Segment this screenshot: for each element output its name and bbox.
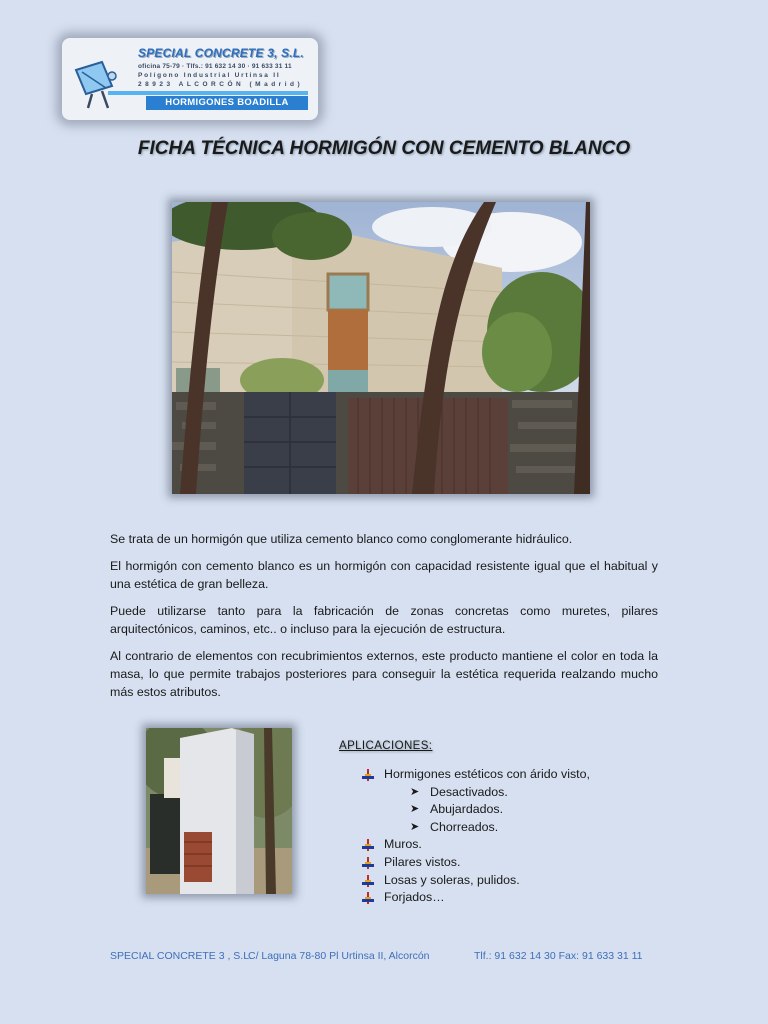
- list-item: [360, 836, 590, 854]
- arrow-bullet-icon: ➤: [410, 785, 420, 798]
- footer-phone: Tlf.: 91 632 14 30 Fax: 91 633 31 11: [474, 950, 643, 962]
- sub-list-item: [410, 801, 590, 819]
- sub-list-item-label: Abujardados.: [430, 802, 504, 817]
- logo-city-line: 28923 ALCORCÓN (Madrid): [138, 81, 304, 88]
- list-item-label: Forjados…: [384, 890, 445, 905]
- white-concrete-wall-photo: [146, 728, 292, 894]
- sub-list-item: [410, 784, 590, 802]
- logo-banner: HORMIGONES BOADILLA: [146, 96, 308, 110]
- paragraph-intro: Se trata de un hormigón que utiliza cemento blanco como conglomerante hidráulico.: [110, 532, 573, 546]
- list-item-label: Hormigones estéticos con árido visto,: [384, 767, 590, 781]
- paragraph-color: Al contrario de elementos con recubrimientos externos, este producto mantiene el color en toda la masa, lo que permite trabajos posteriores para conseguir la estética requerida realzando mucho más estos atributos.: [110, 649, 658, 699]
- sub-list-item-label: Chorreados.: [430, 819, 499, 834]
- cross-bullet-icon: [362, 892, 374, 904]
- paragraph-strength: El hormigón con cemento blanco es un hormigón con capacidad resistente igual que el habitual y una estética de gran belleza.: [110, 559, 658, 591]
- list-item-label: Muros.: [384, 837, 422, 852]
- cross-bullet-icon: [362, 875, 374, 887]
- company-logo: [62, 38, 318, 120]
- cross-bullet-icon: [362, 769, 374, 781]
- concrete-mixer-icon: [72, 58, 128, 110]
- cross-bullet-icon: [362, 857, 374, 869]
- arrow-bullet-icon: ➤: [410, 803, 420, 816]
- description-text: [110, 530, 658, 710]
- paragraph-uses: Puede utilizarse tanto para la fabricación de zonas concretas como muretes, pilares arquitectónicos, caminos, etc.. o incluso para la ejecución de estructura.: [110, 604, 658, 636]
- footer-company-name: SPECIAL CONCRETE 3 , S.L.: [110, 950, 252, 962]
- logo-company-name: SPECIAL CONCRETE 3, S.L.: [138, 46, 304, 60]
- footer-address: C/ Laguna 78-80 Pl Urtinsa II, Alcorcón: [248, 950, 430, 962]
- logo-address-line: Polígono Industrial Urtinsa II: [138, 72, 281, 79]
- cross-bullet-icon: [362, 839, 374, 851]
- applications-list: [360, 766, 590, 907]
- list-item: [360, 766, 590, 836]
- arrow-bullet-icon: ➤: [410, 820, 420, 833]
- sub-list: [384, 784, 590, 837]
- page-title: FICHA TÉCNICA HORMIGÓN CON CEMENTO BLANCO: [137, 138, 631, 159]
- list-item: [360, 872, 590, 890]
- list-item-label: Pilares vistos.: [384, 854, 461, 869]
- list-item: [360, 889, 590, 907]
- list-item: [360, 854, 590, 872]
- list-item-label: Losas y soleras, pulidos.: [384, 872, 520, 887]
- logo-stripe: [108, 91, 308, 95]
- logo-contact-line: oficina 75-79 · Tlfs.: 91 632 14 30 · 91 633 31 11: [138, 63, 292, 70]
- applications-heading: APLICACIONES:: [339, 740, 433, 752]
- sub-list-item: [410, 819, 590, 837]
- white-concrete-house-photo: [172, 202, 590, 494]
- sub-list-item-label: Desactivados.: [430, 784, 508, 799]
- page-footer: [110, 950, 643, 962]
